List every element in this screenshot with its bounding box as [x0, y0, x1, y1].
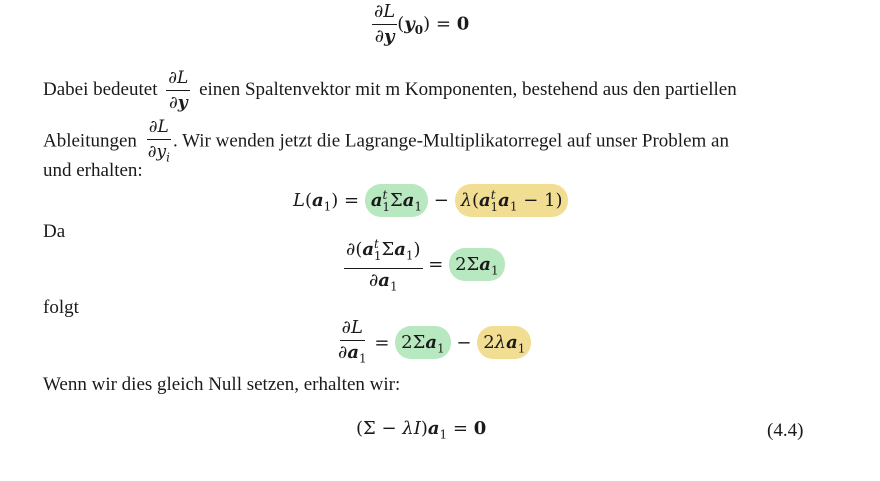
inline-fraction-dl-dy: $\frac{\partial L}{\partial y}$: [168, 68, 189, 113]
equation-derivative-quadratic: $\frac{\partial(a^t_1\Sigma a_1)}{\partial a_1}$ = $2\Sigma a_1$: [344, 234, 505, 296]
highlight-yellow-term: $2\lambda a_1$: [477, 326, 531, 359]
equation-gradient-lagrangian: $\frac{\partial L}{\partial a_1}$ = $2\Sigma a_1 - 2\lambda a_1$: [336, 318, 531, 369]
inline-fraction-dl-dyi: $\frac{\partial L}{\partial y_i}$: [147, 117, 170, 165]
line1-end-text: einen Spaltenvektor mit m Komponenten, bestehend aus den partiellen: [199, 78, 737, 100]
highlight-green-term: $2\Sigma a_1$: [395, 326, 451, 359]
equation-number: (4.4): [767, 420, 804, 441]
word-folgt: folgt: [43, 297, 79, 318]
highlight-green-term: $2\Sigma a_1$: [449, 248, 505, 281]
line2-end-text: . Wir wenden jetzt die Lagrange-Multiplikatorregel auf unser Problem an: [172, 130, 729, 152]
paragraph-wenn: Wenn wir dies gleich Null setzen, erhalten wir:: [43, 374, 401, 395]
equation-gradient-zero: $\frac{\partial L}{\partial y}$ $(y_0) = 0$: [374, 1, 470, 47]
line2-start-text: Ableitungen: [43, 130, 137, 152]
equation-eigenvalue: $(\Sigma - \lambda I)a_1 = 0$: [356, 418, 487, 442]
highlight-green-term: $a^t_1\Sigma a_1$: [365, 184, 428, 217]
line1-start-text: Dabei bedeutet: [43, 78, 158, 100]
equation-lagrangian: $L(a_1) = a^t_1\Sigma a_1 - \lambda(a^t_1a_1 - 1)$: [293, 182, 568, 220]
paragraph-line-2: [43, 117, 729, 167]
paragraph-line-3: und erhalten:: [43, 160, 143, 181]
word-da: Da: [43, 221, 66, 242]
highlight-yellow-term: $\lambda(a^t_1a_1 - 1)$: [455, 184, 569, 217]
paragraph-line-1: [43, 68, 737, 113]
